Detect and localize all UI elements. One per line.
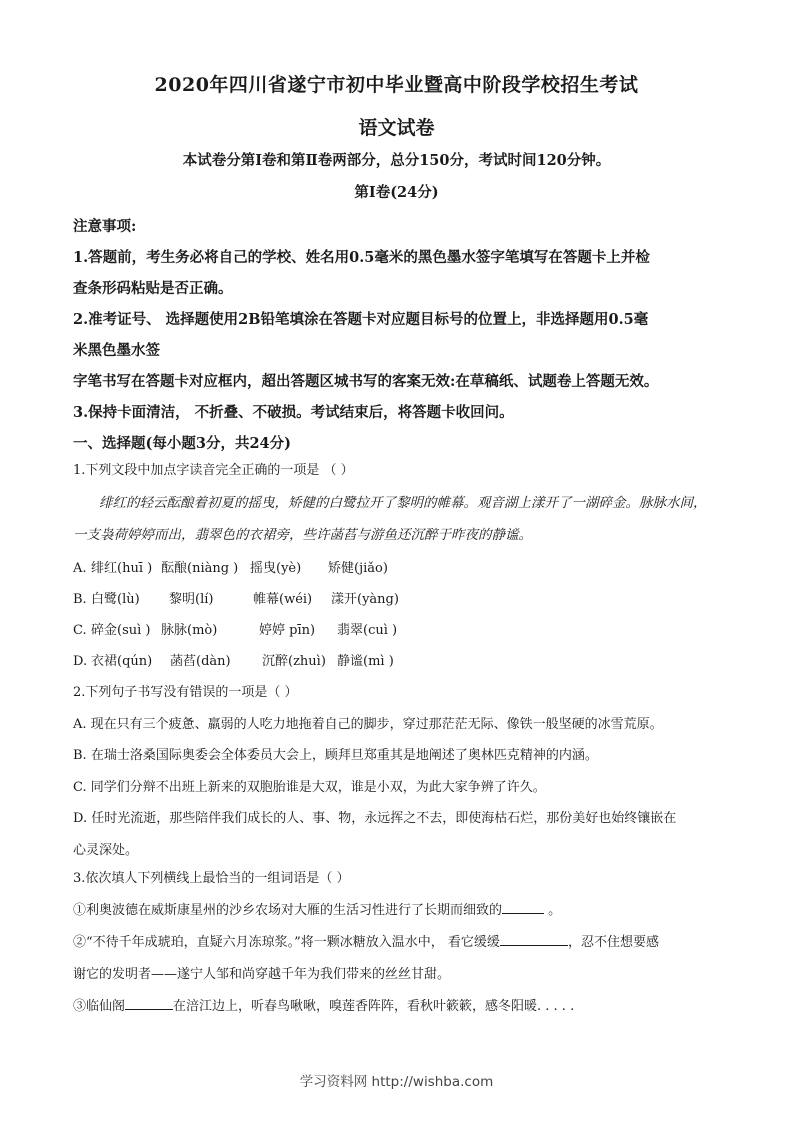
question-2-option: A. 现在只有三个疲惫、羸弱的人吃力地拖着自己的脚步，穿过那茫茫无际、像铁一般坚硬的冰雪荒原。 (73, 716, 663, 732)
notes-line: 2.准考证号、 选择题使用2B铅笔填涂在答题卡对应题目标号的位置上，非选择题用0.5毫 (73, 311, 649, 328)
option-item: 绯红(huī ) (91, 561, 153, 576)
option-item: 菡萏(dàn) (170, 654, 231, 669)
question-3-item-3 (73, 991, 728, 1023)
option-letter: C. (73, 623, 87, 638)
item-text: 。 (544, 903, 562, 918)
option-item: 静谧(mì ) (337, 654, 394, 669)
option-item: 碎金(suì ) (91, 623, 151, 638)
option-item: 沉醉(zhuì) (262, 654, 326, 669)
option-item: 帷幕(wéi) (253, 592, 313, 607)
exam-intro: 本试卷分第Ⅰ卷和第Ⅱ卷两部分，总分150分，考试时间120分钟。 (182, 152, 611, 169)
option-letter: B. (73, 592, 87, 607)
notes-heading: 注意事项: (73, 218, 137, 235)
notes-line: 3.保持卡面清洁， 不折叠、不破损。考试结束后，将答题卡收回问。 (73, 404, 514, 421)
item-text: 在涪江边上，听春鸟啾啾，嗅莲香阵阵，看秋叶簌簌，感冬阳暖. . . . . (173, 999, 575, 1014)
notes-line: 米黑色墨水签 (73, 342, 160, 359)
option-item: 矫健(jiǎo) (328, 561, 388, 576)
option-a (73, 553, 723, 584)
option-item: 酝酿(niàng ) (161, 561, 239, 576)
page-subtitle: 语文试卷 (358, 117, 435, 139)
question-3 (73, 863, 728, 1023)
option-item: 白鹭(lù) (91, 592, 140, 607)
section-heading: 一、选择题(每小题3分，共24分) (73, 435, 291, 452)
page-title: 2020年四川省遂宁市初中毕业暨高中阶段学校招生考试 (154, 74, 639, 96)
option-item: 婷婷 pīn) (259, 623, 316, 638)
fill-blank-1[interactable] (502, 899, 544, 914)
notes-line: 1.答题前，考生务必将自己的学校、姓名用0.5毫米的黑色墨水签字笔填写在答题卡上并检 (73, 249, 650, 266)
question-3-item-2 (73, 927, 728, 959)
option-item: 脉脉(mò) (161, 623, 218, 638)
question-2-option: D. 任时光流逝，那些陪伴我们成长的人、事、物，永远挥之不去，即使海枯石烂，那份美好也始终镶嵌在 (73, 811, 677, 826)
question-3-item-1 (73, 895, 728, 927)
option-letter: A. (73, 561, 87, 576)
option-item: 黎明(lí) (169, 592, 214, 607)
item-text: ①利奥波德在威斯康星州的沙乡农场对大雁的生活习性进行了长期而细致的 (73, 903, 503, 918)
question-1-passage (73, 487, 723, 551)
question-2-option: B. 在瑞士洛桑国际奥委会全体委员大会上，顾拜旦郑重其是地阐述了奥林匹克精神的内涵。 (73, 748, 598, 763)
notes-line: 查条形码粘贴是否正确。 (73, 280, 233, 297)
item-text: ③临仙阁 (73, 999, 126, 1014)
item-text: ，忍不住想要感 (567, 935, 659, 950)
item-text: ②“不待千年成琥珀，直疑六月冻琼浆。”将一颗冰糖放入温水中， 看它缓缓 (73, 935, 500, 950)
question-1-stem (73, 459, 723, 478)
option-b (73, 584, 723, 615)
fill-blank-3[interactable] (125, 995, 173, 1010)
question-2-option: 心灵深处。 (73, 842, 139, 858)
option-letter: D. (73, 654, 88, 669)
question-3-item-2-cont: 谢它的发明者——遂宁人邹和尚穿越千年为我们带来的丝丝甘甜。 (73, 967, 451, 982)
footer-watermark: 学习资料网 http://wishba.com (299, 1074, 494, 1090)
option-item: 翡翠(cuì ) (337, 623, 398, 638)
fill-blank-2[interactable] (500, 931, 568, 946)
question-3-stem: 3.依次填人下列横线上最恰当的一组词语是（ ） (73, 871, 350, 886)
option-c (73, 615, 723, 646)
question-2-stem: 2.下列句子书写没有错误的一项是（ ） (73, 685, 298, 700)
option-d (73, 646, 723, 677)
part-heading: 第Ⅰ卷(24分) (354, 184, 439, 201)
option-item: 衣裙(qún) (91, 654, 153, 669)
option-item: 摇曳(yè) (250, 561, 302, 576)
passage-line: 绯红的轻云酝酿着初夏的摇曳，矫健的白鹭拉开了黎明的帷幕。观音湖上漾开了一湖碎金。脉脉水间， (99, 495, 707, 511)
question-1-options (73, 553, 723, 677)
question-1-text: 1.下列文段中加点字读音完全正确的一项是 （ ） (73, 463, 354, 478)
question-2 (73, 677, 728, 866)
option-item: 漾开(yàng) (331, 592, 399, 607)
notes-block (73, 211, 723, 459)
passage-line: 一支袅荷婷婷而出，翡翠色的衣裙旁，些许菡萏与游鱼还沉醉于昨夜的静谧。 (73, 527, 532, 543)
question-2-option: C. 同学们分辩不出班上新来的双胞胎谁是大双，谁是小双，为此大家争辨了许久。 (73, 779, 546, 795)
notes-line: 字笔书写在答题卡对应框内，超出答题区城书写的客案无效:在草稿纸、试题卷上答题无效。 (73, 373, 659, 390)
